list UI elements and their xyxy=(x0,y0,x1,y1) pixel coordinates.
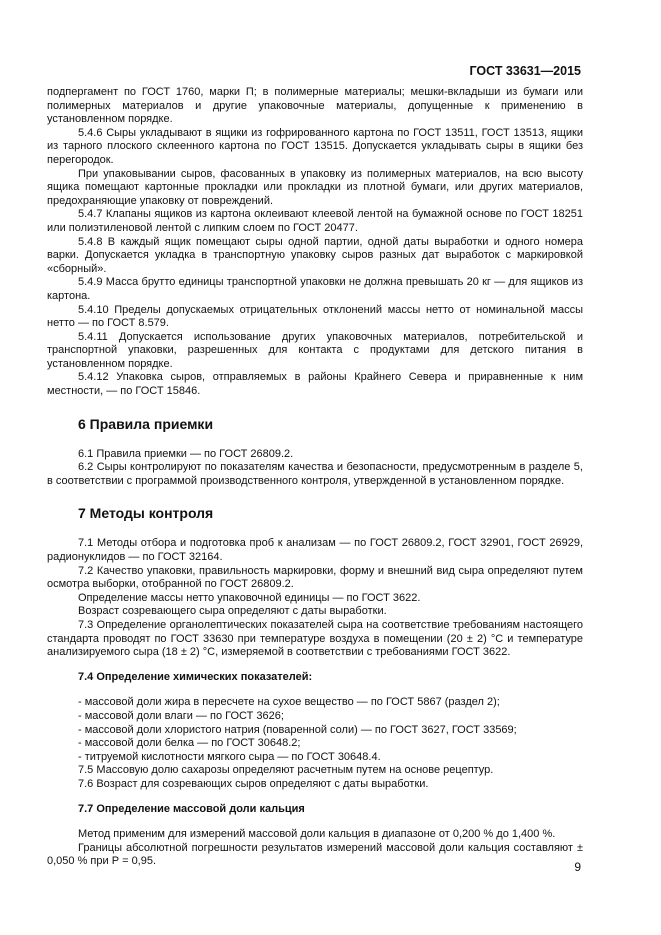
paragraph: 7.1 Методы отбора и подготовка проб к анализам — по ГОСТ 26809.2, ГОСТ 32901, ГОСТ 26929, радионуклидов — по ГОСТ 32164. xyxy=(47,537,583,564)
document-body xyxy=(47,86,583,869)
paragraph: Возраст созревающего сыра определяют с даты выработки. xyxy=(78,605,387,618)
list-item: - массовой доли хлористого натрия (поваренной соли) — по ГОСТ 3627, ГОСТ 33569; xyxy=(78,723,517,736)
list-item: - массовой доли жира в пересчете на сухое вещество — по ГОСТ 5867 (раздел 2); xyxy=(78,696,500,709)
paragraph: 5.4.9 Масса брутто единицы транспортной упаковки не должна превышать 20 кг — для ящиков из картона. xyxy=(47,276,583,302)
paragraph: 5.4.6 Сыры укладывают в ящики из гофрированного картона по ГОСТ 13511, ГОСТ 13513, ящики из тарного плоского склеенного картона по ГОСТ 13515. Допускается укладывать сыры в ящики без перегородок. xyxy=(47,126,583,166)
paragraph: Границы абсолютной погрешности результатов измерений массовой доли кальция составляют ± 0,050 % при Р = 0,95. xyxy=(47,841,583,868)
paragraph: При упаковывании сыров, фасованных в упаковку из полимерных материалов, на всю высоту ящика помещают картонные прокладки или прокладки из плотной бумаги, или других материалов, предохраняющие упаковку от повреждений. xyxy=(47,167,583,207)
page-number: 9 xyxy=(574,860,581,874)
section-heading-6: 6 Правила приемки xyxy=(78,415,214,432)
list-item: - титруемой кислотности мягкого сыра — по ГОСТ 30648.4. xyxy=(78,750,381,763)
paragraph: 7.6 Возраст для созревающих сыров определяют с даты выработки. xyxy=(78,777,429,790)
section-heading-7: 7 Методы контроля xyxy=(78,505,214,522)
document-header: ГОСТ 33631—2015 xyxy=(469,64,581,78)
paragraph: 5.4.12 Упаковка сыров, отправляемых в районы Крайнего Севера и приравненные к ним местности, — по ГОСТ 15846. xyxy=(47,371,583,398)
list-item: - массовой доли влаги — по ГОСТ 3626; xyxy=(78,709,284,722)
paragraph: Определение массы нетто упаковочной единицы — по ГОСТ 3622. xyxy=(78,591,421,604)
paragraph: подпергамент по ГОСТ 1760, марки П; в полимерные материалы; мешки-вкладыши из бумаги или полимерных материалов и другие упаковочные материалы, допущенные к применению в установленном порядке. xyxy=(47,86,583,126)
paragraph: 7.2 Качество упаковки, правильность маркировки, форму и внешний вид сыра определяют путем осмотра выборки, отобранной по ГОСТ 26809.2. xyxy=(47,564,583,591)
paragraph: 5.4.10 Пределы допускаемых отрицательных отклонений массы нетто от номинальной массы нетто — по ГОСТ 8.579. xyxy=(47,303,583,330)
paragraph: 5.4.8 В каждый ящик помещают сыры одной партии, одной даты выработки и одного номера варки. Допускается укладка в транспортную упаковку сыров разных дат выработок с маркировкой «сборный». xyxy=(47,235,583,275)
paragraph: 7.3 Определение органолептических показателей сыра на соответствие требованиям настоящего стандарта проводят по ГОСТ 33630 при температуре воздуха в помещении (20 ± 2) °С и температуре анализируемого сыра (18 ± 2) °С, измеряемой в соответствии с требованиями ГОСТ 3622. xyxy=(47,619,583,659)
list-item: - массовой доли белка — по ГОСТ 30648.2; xyxy=(78,737,301,750)
subsection-heading-7-7: 7.7 Определение массовой доли кальция xyxy=(78,802,305,815)
paragraph: 5.4.11 Допускается использование других упаковочных материалов, потребительской и транспортной упаковки, разрешенных для контакта с продуктами для детского питания в установленном порядке. xyxy=(47,330,583,370)
paragraph: 6.2 Сыры контролируют по показателям качества и безопасности, предусмотренным в разделе 5, в соответствии с программой производственного контроля, утвержденной в установленном порядке. xyxy=(47,461,583,487)
paragraph: 5.4.7 Клапаны ящиков из картона оклеивают клеевой лентой на бумажной основе по ГОСТ 18251 или полиэтиленовой лентой с липким слоем по ГОСТ 20477. xyxy=(47,208,583,234)
subsection-heading-7-4: 7.4 Определение химических показателей: xyxy=(78,670,313,683)
paragraph: 6.1 Правила приемки — по ГОСТ 26809.2. xyxy=(78,447,294,460)
paragraph: Метод применим для измерений массовой доли кальция в диапазоне от 0,200 % до 1,400 %. xyxy=(78,828,556,841)
paragraph: 7.5 Массовую долю сахарозы определяют расчетным путем на основе рецептур. xyxy=(78,764,494,777)
